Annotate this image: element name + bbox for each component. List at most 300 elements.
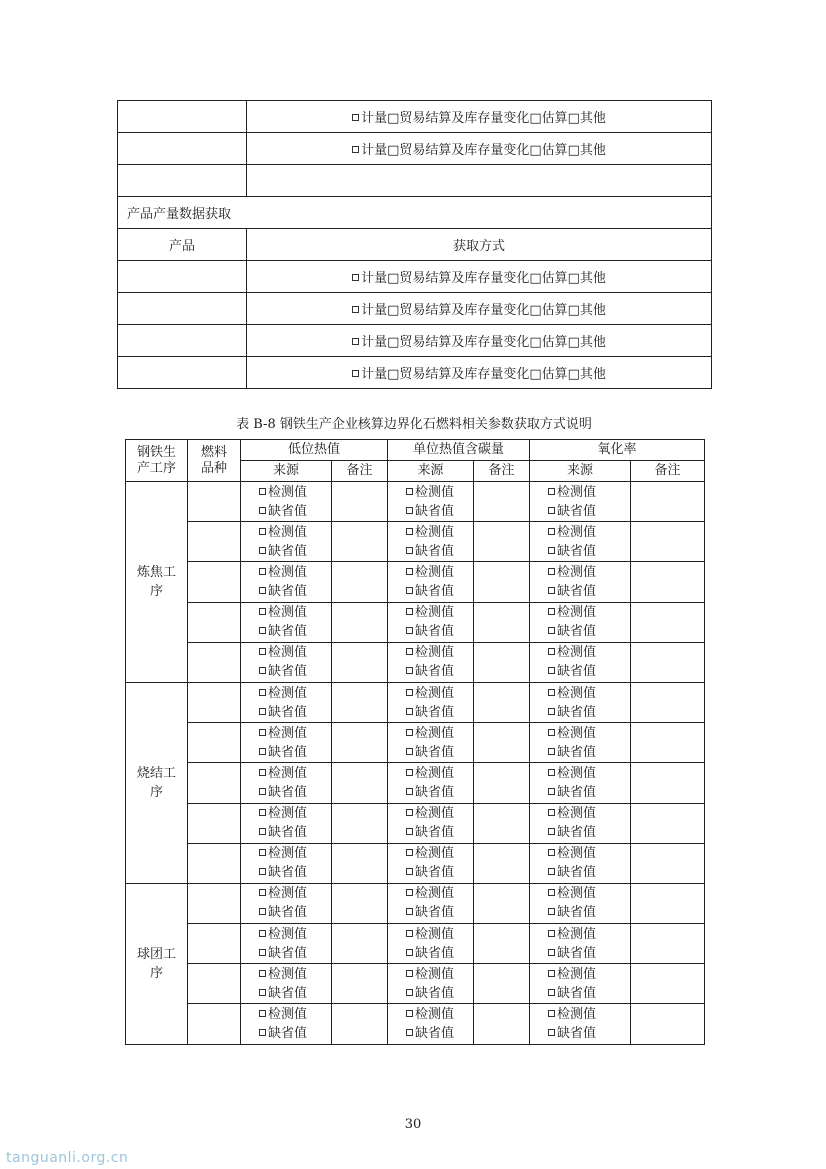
checkbox-icon[interactable] [548,949,555,956]
checkbox-icon[interactable] [406,507,413,514]
source-options [241,723,332,763]
option-default[interactable] [406,823,473,842]
checkbox-icon[interactable] [259,868,266,875]
header-lhv: 低位热值 [241,440,388,461]
checkbox-icon[interactable] [406,748,413,755]
option-measured-label: 检测值 [415,966,455,982]
option-default[interactable] [406,703,473,722]
fuel-type-cell [188,763,241,803]
checkbox-icon[interactable] [259,809,266,816]
option-measured[interactable] [406,884,473,903]
option-measured[interactable] [548,643,630,662]
option-default[interactable] [259,502,331,521]
fuel-type-cell [188,602,241,642]
method-options-text: 计量□贸易结算及库存量变化□估算□其他 [361,335,606,350]
option-default[interactable] [548,783,630,802]
checkbox-icon[interactable] [406,889,413,896]
process-name-text: 球团工序 [136,946,176,981]
page-number: 30 [404,1117,422,1132]
fuel-type-cell [188,964,241,1004]
option-default-label: 缺省值 [557,503,597,519]
note-cell [474,562,530,602]
option-default[interactable] [259,823,331,842]
option-default[interactable] [406,1024,473,1043]
checkbox-icon[interactable] [406,849,413,856]
checkbox-icon[interactable] [548,769,555,776]
note-cell [631,562,705,602]
option-measured-label: 检测值 [415,725,455,741]
option-default[interactable] [259,984,331,1003]
table-row [126,522,705,562]
checkbox-icon[interactable] [406,627,413,634]
fuel-parameter-table [125,439,705,1045]
checkbox-icon[interactable] [406,729,413,736]
header-fuel [188,440,241,482]
fuel-type-cell [188,682,241,722]
method-options [247,133,712,165]
option-measured-label: 检测值 [557,806,597,822]
option-measured-label: 检测值 [415,605,455,621]
option-default-label: 缺省值 [415,985,455,1001]
option-default-label: 缺省值 [557,865,597,881]
option-measured[interactable] [548,965,630,984]
checkbox-icon[interactable] [259,1010,266,1017]
checkbox-icon[interactable] [548,989,555,996]
option-measured[interactable] [406,724,473,743]
fuel-type-cell [188,924,241,964]
option-measured[interactable] [406,965,473,984]
table-row [118,293,712,325]
option-measured-label: 检测值 [557,524,597,540]
checkbox-icon[interactable] [406,708,413,715]
checkbox-icon[interactable] [259,667,266,674]
checkbox-icon[interactable] [259,748,266,755]
option-measured[interactable] [406,925,473,944]
checkbox-icon[interactable] [548,627,555,634]
option-measured[interactable] [406,844,473,863]
option-default-label: 缺省值 [557,624,597,640]
watermark: tanguanli.org.cn [6,1150,129,1166]
table-row [118,261,712,293]
table-row [126,883,705,923]
option-measured[interactable] [259,1005,331,1024]
note-cell [474,723,530,763]
checkbox-icon[interactable] [406,528,413,535]
option-measured[interactable] [406,523,473,542]
option-default-label: 缺省值 [415,945,455,961]
note-cell [631,924,705,964]
source-options [241,562,332,602]
option-default-label: 缺省值 [268,543,308,559]
checkbox-icon[interactable] [548,667,555,674]
method-options-text: 计量□贸易结算及库存量变化□估算□其他 [361,143,606,158]
checkbox-icon[interactable] [259,708,266,715]
checkbox-icon[interactable] [406,587,413,594]
source-options [241,602,332,642]
option-default[interactable] [548,582,630,601]
source-options [241,1004,332,1044]
checkbox-icon[interactable] [406,949,413,956]
option-default-label: 缺省值 [268,583,308,599]
checkbox-icon[interactable] [548,528,555,535]
source-options [530,883,631,923]
note-cell [474,803,530,843]
source-options [241,763,332,803]
source-options [530,803,631,843]
checkbox-icon[interactable] [352,274,359,281]
checkbox-icon[interactable] [548,587,555,594]
option-default[interactable] [259,703,331,722]
source-options [241,924,332,964]
option-default-label: 缺省值 [268,744,308,760]
method-options [247,357,712,389]
option-measured[interactable] [259,483,331,502]
checkbox-icon[interactable] [352,306,359,313]
process-name [126,883,188,1044]
checkbox-icon[interactable] [406,488,413,495]
checkbox-icon[interactable] [548,488,555,495]
option-measured[interactable] [259,724,331,743]
checkbox-icon[interactable] [259,648,266,655]
checkbox-icon[interactable] [259,908,266,915]
option-default[interactable] [259,542,331,561]
checkbox-icon[interactable] [406,667,413,674]
option-measured[interactable] [259,764,331,783]
option-default[interactable] [548,944,630,963]
option-measured[interactable] [259,965,331,984]
checkbox-icon[interactable] [259,930,266,937]
option-default-label: 缺省值 [415,704,455,720]
note-cell [474,1004,530,1044]
checkbox-icon[interactable] [259,608,266,615]
option-default[interactable] [548,1024,630,1043]
option-measured[interactable] [548,764,630,783]
option-default-label: 缺省值 [557,664,597,680]
option-measured-label: 检测值 [557,886,597,902]
option-measured[interactable] [548,563,630,582]
option-default-label: 缺省值 [415,744,455,760]
fuel-type-cell [188,482,241,522]
checkbox-icon[interactable] [548,689,555,696]
checkbox-icon[interactable] [259,689,266,696]
checkbox-icon[interactable] [548,748,555,755]
option-default[interactable] [259,863,331,882]
option-measured-label: 检测值 [415,1007,455,1023]
option-measured[interactable] [548,523,630,542]
checkbox-icon[interactable] [259,729,266,736]
checkbox-icon[interactable] [548,849,555,856]
option-measured[interactable] [548,603,630,622]
method-options [247,293,712,325]
option-default[interactable] [259,622,331,641]
product-cell [118,293,247,325]
option-measured-label: 检测值 [415,484,455,500]
checkbox-icon[interactable] [259,627,266,634]
option-measured[interactable] [259,844,331,863]
option-default[interactable] [406,743,473,762]
option-measured-label: 检测值 [557,1007,597,1023]
option-default[interactable] [406,622,473,641]
option-default-label: 缺省值 [268,624,308,640]
note-cell [332,1004,388,1044]
option-default[interactable] [548,863,630,882]
option-measured-label: 检测值 [557,846,597,862]
source-options [530,482,631,522]
option-measured[interactable] [259,603,331,622]
checkbox-icon[interactable] [259,989,266,996]
method-options [247,325,712,357]
option-measured-label: 检测值 [415,645,455,661]
checkbox-icon[interactable] [548,1010,555,1017]
note-cell [631,602,705,642]
option-measured[interactable] [548,483,630,502]
checkbox-icon[interactable] [406,788,413,795]
checkbox-icon[interactable] [548,809,555,816]
checkbox-icon[interactable] [406,828,413,835]
source-options [388,1004,474,1044]
table-row [126,562,705,602]
option-measured[interactable] [259,925,331,944]
option-measured[interactable] [259,523,331,542]
option-measured-label: 检测值 [557,966,597,982]
table-row [126,803,705,843]
option-default-label: 缺省值 [557,543,597,559]
option-measured[interactable] [406,764,473,783]
note-cell [332,843,388,883]
header-source: 来源 [241,461,332,482]
source-options [530,924,631,964]
checkbox-icon[interactable] [548,788,555,795]
source-options [530,843,631,883]
option-default[interactable] [259,944,331,963]
option-default-label: 缺省值 [557,744,597,760]
note-cell [474,763,530,803]
checkbox-icon[interactable] [406,868,413,875]
option-default[interactable] [259,903,331,922]
option-default-label: 缺省值 [415,624,455,640]
option-measured[interactable] [259,684,331,703]
checkbox-icon[interactable] [259,949,266,956]
checkbox-icon[interactable] [548,1029,555,1036]
checkbox-icon[interactable] [548,828,555,835]
table-row [126,602,705,642]
option-default-label: 缺省值 [268,784,308,800]
option-measured[interactable] [406,643,473,662]
option-measured[interactable] [406,1005,473,1024]
header-source: 来源 [530,461,631,482]
checkbox-icon[interactable] [259,587,266,594]
checkbox-icon[interactable] [406,689,413,696]
header-method: 获取方式 [247,229,712,261]
note-cell [332,602,388,642]
checkbox-icon[interactable] [548,908,555,915]
checkbox-icon[interactable] [259,788,266,795]
note-cell [474,642,530,682]
checkbox-icon[interactable] [548,547,555,554]
option-default[interactable] [406,542,473,561]
checkbox-icon[interactable] [352,370,359,377]
note-cell [474,602,530,642]
option-default-label: 缺省值 [415,503,455,519]
checkbox-icon[interactable] [259,849,266,856]
method-options [247,101,712,133]
option-measured[interactable] [548,844,630,863]
option-default[interactable] [259,1024,331,1043]
checkbox-icon[interactable] [548,930,555,937]
option-default[interactable] [406,502,473,521]
option-default[interactable] [548,823,630,842]
option-default[interactable] [406,984,473,1003]
option-default[interactable] [548,984,630,1003]
checkbox-icon[interactable] [259,528,266,535]
product-cell [118,261,247,293]
option-measured[interactable] [548,684,630,703]
table-row [126,763,705,803]
checkbox-icon[interactable] [548,608,555,615]
product-data-table [117,100,712,389]
option-default[interactable] [406,863,473,882]
option-measured[interactable] [548,804,630,823]
checkbox-icon[interactable] [406,930,413,937]
note-cell [332,522,388,562]
option-default-label: 缺省值 [268,865,308,881]
option-default-label: 缺省值 [557,945,597,961]
option-default[interactable] [548,542,630,561]
checkbox-icon[interactable] [406,908,413,915]
option-default[interactable] [548,703,630,722]
option-measured[interactable] [406,483,473,502]
option-default[interactable] [259,743,331,762]
source-options [388,562,474,602]
source-options [388,522,474,562]
checkbox-icon[interactable] [406,809,413,816]
option-default-label: 缺省值 [415,664,455,680]
option-measured[interactable] [259,804,331,823]
checkbox-icon[interactable] [548,708,555,715]
checkbox-icon[interactable] [406,1029,413,1036]
checkbox-icon[interactable] [406,769,413,776]
checkbox-icon[interactable] [406,970,413,977]
checkbox-icon[interactable] [352,338,359,345]
header-note: 备注 [631,461,705,482]
option-measured-label: 检测值 [415,685,455,701]
note-cell [332,562,388,602]
fuel-type-cell [188,843,241,883]
fuel-type-cell [188,1004,241,1044]
checkbox-icon[interactable] [406,1010,413,1017]
checkbox-icon[interactable] [259,547,266,554]
option-default[interactable] [548,903,630,922]
option-measured[interactable] [406,603,473,622]
checkbox-icon[interactable] [259,889,266,896]
option-measured[interactable] [406,804,473,823]
header-process-text: 钢铁生产工序 [136,444,176,476]
checkbox-icon[interactable] [548,568,555,575]
method-options-text: 计量□贸易结算及库存量变化□估算□其他 [361,367,606,382]
option-default[interactable] [548,743,630,762]
table-row [126,642,705,682]
option-default-label: 缺省值 [557,1026,597,1042]
option-default[interactable] [406,944,473,963]
header-note: 备注 [332,461,388,482]
checkbox-icon[interactable] [406,568,413,575]
table-row [126,964,705,1004]
note-cell [332,763,388,803]
note-cell [631,1004,705,1044]
option-measured-label: 检测值 [557,564,597,580]
option-default[interactable] [548,622,630,641]
checkbox-icon[interactable] [548,868,555,875]
header-note: 备注 [474,461,530,482]
option-measured-label: 检测值 [268,524,308,540]
checkbox-icon[interactable] [259,568,266,575]
option-measured[interactable] [548,884,630,903]
source-options [388,763,474,803]
checkbox-icon[interactable] [548,648,555,655]
option-default[interactable] [406,783,473,802]
option-default[interactable] [259,662,331,681]
option-measured-label: 检测值 [415,846,455,862]
option-default[interactable] [406,582,473,601]
fuel-type-cell [188,642,241,682]
note-cell [332,883,388,923]
note-cell [631,682,705,722]
option-measured[interactable] [548,1005,630,1024]
checkbox-icon[interactable] [259,828,266,835]
option-default[interactable] [406,903,473,922]
option-default[interactable] [548,502,630,521]
source-options [388,883,474,923]
checkbox-icon[interactable] [548,729,555,736]
checkbox-icon[interactable] [406,547,413,554]
checkbox-icon[interactable] [406,989,413,996]
option-measured[interactable] [548,925,630,944]
option-measured[interactable] [548,724,630,743]
option-measured[interactable] [259,884,331,903]
checkbox-icon[interactable] [259,769,266,776]
checkbox-icon[interactable] [352,114,359,121]
note-cell [631,482,705,522]
checkbox-icon[interactable] [259,488,266,495]
option-measured-label: 检测值 [268,605,308,621]
option-measured-label: 检测值 [268,966,308,982]
option-default[interactable] [548,662,630,681]
option-default[interactable] [259,783,331,802]
option-measured-label: 检测值 [268,765,308,781]
option-measured[interactable] [406,684,473,703]
option-measured[interactable] [259,563,331,582]
checkbox-icon[interactable] [352,146,359,153]
table-row [118,357,712,389]
checkbox-icon[interactable] [259,507,266,514]
source-options [388,803,474,843]
option-default[interactable] [406,662,473,681]
checkbox-icon[interactable] [548,889,555,896]
option-default[interactable] [259,582,331,601]
option-measured[interactable] [259,643,331,662]
option-measured-label: 检测值 [415,926,455,942]
checkbox-icon[interactable] [548,970,555,977]
checkbox-icon[interactable] [406,648,413,655]
note-cell [332,924,388,964]
checkbox-icon[interactable] [259,970,266,977]
option-measured[interactable] [406,563,473,582]
checkbox-icon[interactable] [406,608,413,615]
checkbox-icon[interactable] [259,1029,266,1036]
source-options [530,642,631,682]
source-options [241,803,332,843]
checkbox-icon[interactable] [548,507,555,514]
